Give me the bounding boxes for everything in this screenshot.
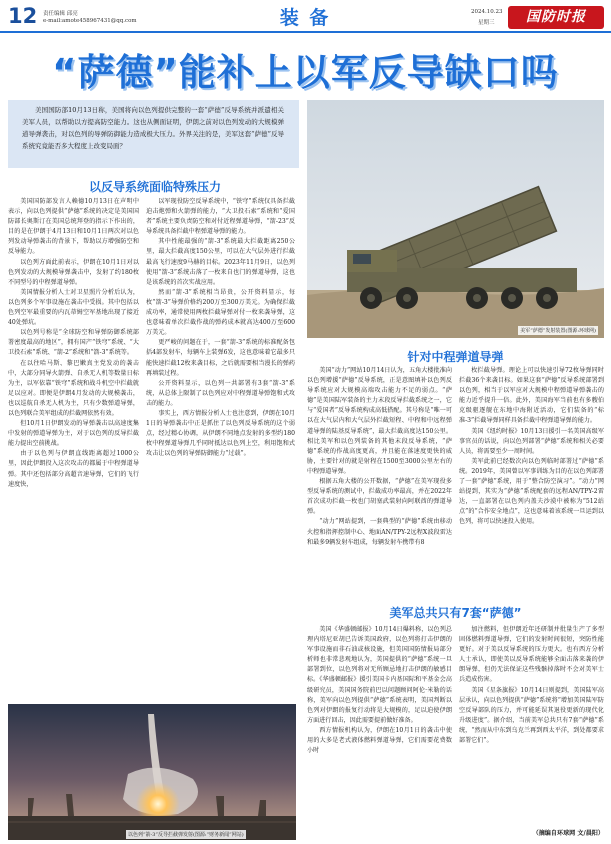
section2-column-a [307, 366, 452, 576]
editor-line: 责任编辑 邱亮 [43, 11, 78, 17]
paragraph: “动力”网站提到，一套典型的“萨德”系统由移动火控和指挥控制中心、地面AN/TPY-2远程X波段雷达和最多9辆发射车组成，每辆发射车携带有8 [307, 518, 452, 546]
paragraph: 但10月1日伊朗发动的导弹袭击以高速度集中发射的弹道导弹为主，对于以色列的反导拦截能力提出空前挑战。 [8, 420, 139, 448]
caption-bottom-photo: 以色列“箭-3”反导拦截弹发射(图源:“财务新闻”网站) [128, 832, 244, 838]
paragraph: 事实上，西方情报分析人士也注意到，伊朗在10月1日的导弹袭击中正是抓住了以色列反导系统的这个弱点，经过精心协调，从伊朗不同地点发射的多型约180枚中程弹道导弹几乎同时抵达以色列上空，利用饱和式攻击让以色列的导弹防御能力“过载”。 [146, 409, 295, 458]
issue-weekday: 星期三 [478, 20, 495, 26]
paragraph: 其中性能最强的“箭-3”系统最大拦截距离250公里，最大拦截高度150公里，可以在大气层外进行拦截最高飞行速度9马赫的目标。2023年11月9日，以色列使用“箭-3”系统击落了一枚来自也门的弹道导弹，这也是该系统的首次实战应用。 [146, 238, 295, 286]
paragraph: 美军此前已经数次向以色列临时部署过“萨德”系统。2019年，美国曾以军事训练为目的在以色列部署了一套“萨德”系统，用于“整合防空演习”。“动力”网站提到，其实为“萨德”系统配套的远程AN/TPY-2雷达，一直部署在以色列内盖夫沙漠中被称为“512站点”的“合作安全地点”，这也意味着该系统一旦运到以色列，将可以快速投入使用。 [459, 457, 604, 526]
section-title-1: 以反导系统面临特殊压力 [88, 180, 221, 194]
lead-paragraph: 美国国防部10月13日称，美国将向以色列提供完整的一套“萨德”反导系统并派遣相关美军人员，以帮助以方提高防空能力。这也从侧面证明，伊朗之前对以色列发动的大规模弹道导弹袭击，对以色列的导弹防御能力造成极大压力。外界关注的是，美军这套“萨德”反导系统究竟能否多大程度上改变局面？ [22, 106, 284, 150]
paragraph: 以色列方面此前表示，伊朗在10月1日对以色列发动的大规模导弹袭击中，发射了约180枚不同型号的中程弹道导弹。 [8, 258, 139, 286]
article-credit: （摘编自环球网 文/晨阳） [532, 830, 604, 837]
thaad-launcher-illustration [307, 100, 604, 338]
paragraph: 更严峻的问题在于，一套“箭-3”系统的标准配备包括4部发射车，每辆车上装弹6发，这也意味着它最多只能快速拦截12枚来袭目标，之后就需要相当漫长的弹药再填装过程。 [146, 339, 295, 377]
caption-top-photo: 美军“萨德”发射装置(图源:环球网) [520, 328, 596, 334]
section-title-2: 针对中程弹道导弹 [407, 350, 504, 364]
section3-column-b [459, 625, 604, 827]
paragraph: 根据五角大楼的公开数据，“萨德”在美军现役多型反导系统的测试中，拦截成功率最高，并在2022年首次成功拦截一枚也门胡塞武装射向阿联酋的弹道导弹。 [307, 478, 452, 516]
section3-column-a [307, 625, 452, 837]
header-rule [0, 31, 611, 33]
paragraph: 公开资料显示，以色列一共部署有3套“箭-3”系统，从总体上限制了以色列应对中程弹道导弹饱和式攻击的能力。 [146, 379, 295, 407]
paragraph: 由于以色列与伊朗直线距离超过1000公里，因此伊朗投入这次攻击的都属于中程弹道导弹。其中还包括部分高超音速导弹，它们的飞行速度快， [8, 450, 139, 488]
paragraph: 西方情报机构认为，伊朗在10月1日的袭击中使用的大多是老式液体燃料弹道导弹，它们需要花费数小时 [307, 726, 452, 755]
paragraph: 美国《纽约时报》10月13日援引一名美国高级军事官员的话说，向以色列部署“萨德”系统和相关必要人员，将需要至少一周时间。 [459, 427, 604, 455]
section1-column-b [146, 197, 295, 699]
paragraph: 美国情报分析人士对卫星照片分析后认为，以色列多个军事设施在袭击中受损。其中包括以色列空军最重要的内瓦蒂姆空军基地出现了接近40处弹坑。 [8, 288, 139, 327]
section-title-3: 美军总共只有7套“萨德” [389, 606, 522, 620]
paragraph: 在以往哈马斯、黎巴嫩真主党发动的袭击中，大部分同导火箭弹、自杀无人机等数量日标为主，以军依靠“铁穹”系统和战斗机空中拦截就足以应对。即便是伊朗4月发动的大规模袭击，也以巡航自杀无人机为主，只有少数弹道导弹，以色列联合美军组成的拦截网依然有效。 [8, 359, 139, 417]
paragraph: 以军现役防空反导系统中，“铁穹”系统仅具备拦截迫击炮弹和火箭弹的能力，“大卫投石索”系统和“爱国者”系统主要负责防空和对付近程弹道导弹，“箭-23”反导系统具备拦截中程弹道导弹的能力。 [146, 198, 295, 236]
section1-column-a [8, 197, 139, 699]
paragraph: 枚拦截导弹。理论上可以快速引导72枚导弹同时拦截36个来袭目标。如果这套“萨德”反导系统部署到以色列，相当于以军应对大规模中程弹道导弹袭击的能力近乎提升一倍。此外，美国海军当前也有多艘伯克级驱逐舰在东地中海附近活动，它们装备的“标准-3”拦截导弹同样具备拦截中程弹道导弹的能力。 [459, 367, 604, 425]
missile-launch-illustration [8, 704, 296, 840]
masthead-logo [508, 6, 604, 29]
issue-date: 2024.10.23 [471, 9, 503, 15]
email-line: e-mail:amote458967431@qq.com [43, 18, 137, 24]
masthead-text: 国防时报 [526, 9, 586, 25]
paragraph: 美国《华盛顿邮报》10月14日爆料称，以色列总理内塔尼亚胡已告诉美国政府，以色列将打击伊朗的军事设施而非石油或核设施，但美国国防情报局部分析师也非常悲观地认为，美国提供的“萨德”系统一旦部署到位，以色列将对无所顾忌地打击伊朗的敏感目标。《华盛顿邮报》援引美国卡内基国际和平基金会高级研究员，美国国务院前巴以问题顾问阿伦·米勒的话称，美军向以色列提供“萨德”系统表明，美国判断以色列对伊朗的报复行动将是大规模的，足以迫使伊朗方面进行回击，因此需要提前做好准备。 [307, 626, 452, 724]
paragraph: 美国“动力”网站10月14日认为，五角大楼批准向以色列增援“萨德”反导系统，正是意图填补以色列反导系统应对大规模高端攻击能力不足的弱点。“萨德”是美国陆军装备的主力末段反导拦截系统之一，它与“爱国者”反导系统构成高低搭配。其号称是“唯一可以在大气层内和大气层外拦截短程、中程和中远程弹道导弹的陆基反导系统”，最大拦截高度达150公里。相比美军和以色列装备的其他末段反导系统，“萨德”系统的作战高度更高，并且能在落速度更快的威胁，主要针对的就是射程在1500至3000公里左右的中程弹道导弹。 [307, 367, 452, 475]
section2-column-b [459, 366, 604, 576]
paragraph: 然而“箭-3”系统相当昂贵，公开资料显示，每枚“箭-3”导弹价格约200万至300万美元。为确保拦截成功率，通常使用两枚拦截导弹对付一枚来袭导弹，这也意味着单次拦截作战的弹药成本就高达400万至600万美元。 [146, 288, 295, 337]
headline: “萨德”能补上以军反导缺口吗 [52, 51, 559, 94]
section-name: 装 备 [279, 7, 331, 29]
paragraph: 美国《星条旗报》10月14日则提到，美国陆军高层承认，向以色列提供“萨德”系统将“增加美国陆军防空反导部队的压力，并可能延误其退役更新的现代化升级进度”。据介绍，当前美军总共只有7套“萨德”系统，“然而从中东到乌克兰再到西太平洋，到处都要求部署它们”。 [459, 686, 604, 745]
paragraph: 美国国防部发言人赖德10月13日在声明中表示，向以色列提供“萨德”系统的决定是美国国防部长奥斯汀在美国总统拜登的指示下作出的，目的是在伊朗于4月13日和10月1日两次对以色列发动导弹袭击的背景下，帮助以方增强防空和反导能力。 [8, 198, 139, 256]
thaad-launcher-photo [307, 100, 604, 338]
paragraph: 以色列号称是“全球防空和导弹防御系统部署密度最高的地区”，拥有国产“铁穹”系统、“大卫投石索”系统、“箭-2”系统和“箭-3”系统等。 [8, 329, 139, 357]
missile-launch-photo [8, 704, 296, 840]
page-number: 12 [8, 4, 38, 28]
paragraph: 加注燃料，但伊朗近年还研制并批量生产了多型固体燃料弹道导弹，它们的发射时间很短，突防性能更好。对于美以反导系统的压力更大。也有西方分析人士承认，即使美以反导系统能够全面击落来袭的伊朗导弹，但仍无法保证这些残骸掉落时不会对美军士兵造成伤害。 [459, 626, 604, 684]
